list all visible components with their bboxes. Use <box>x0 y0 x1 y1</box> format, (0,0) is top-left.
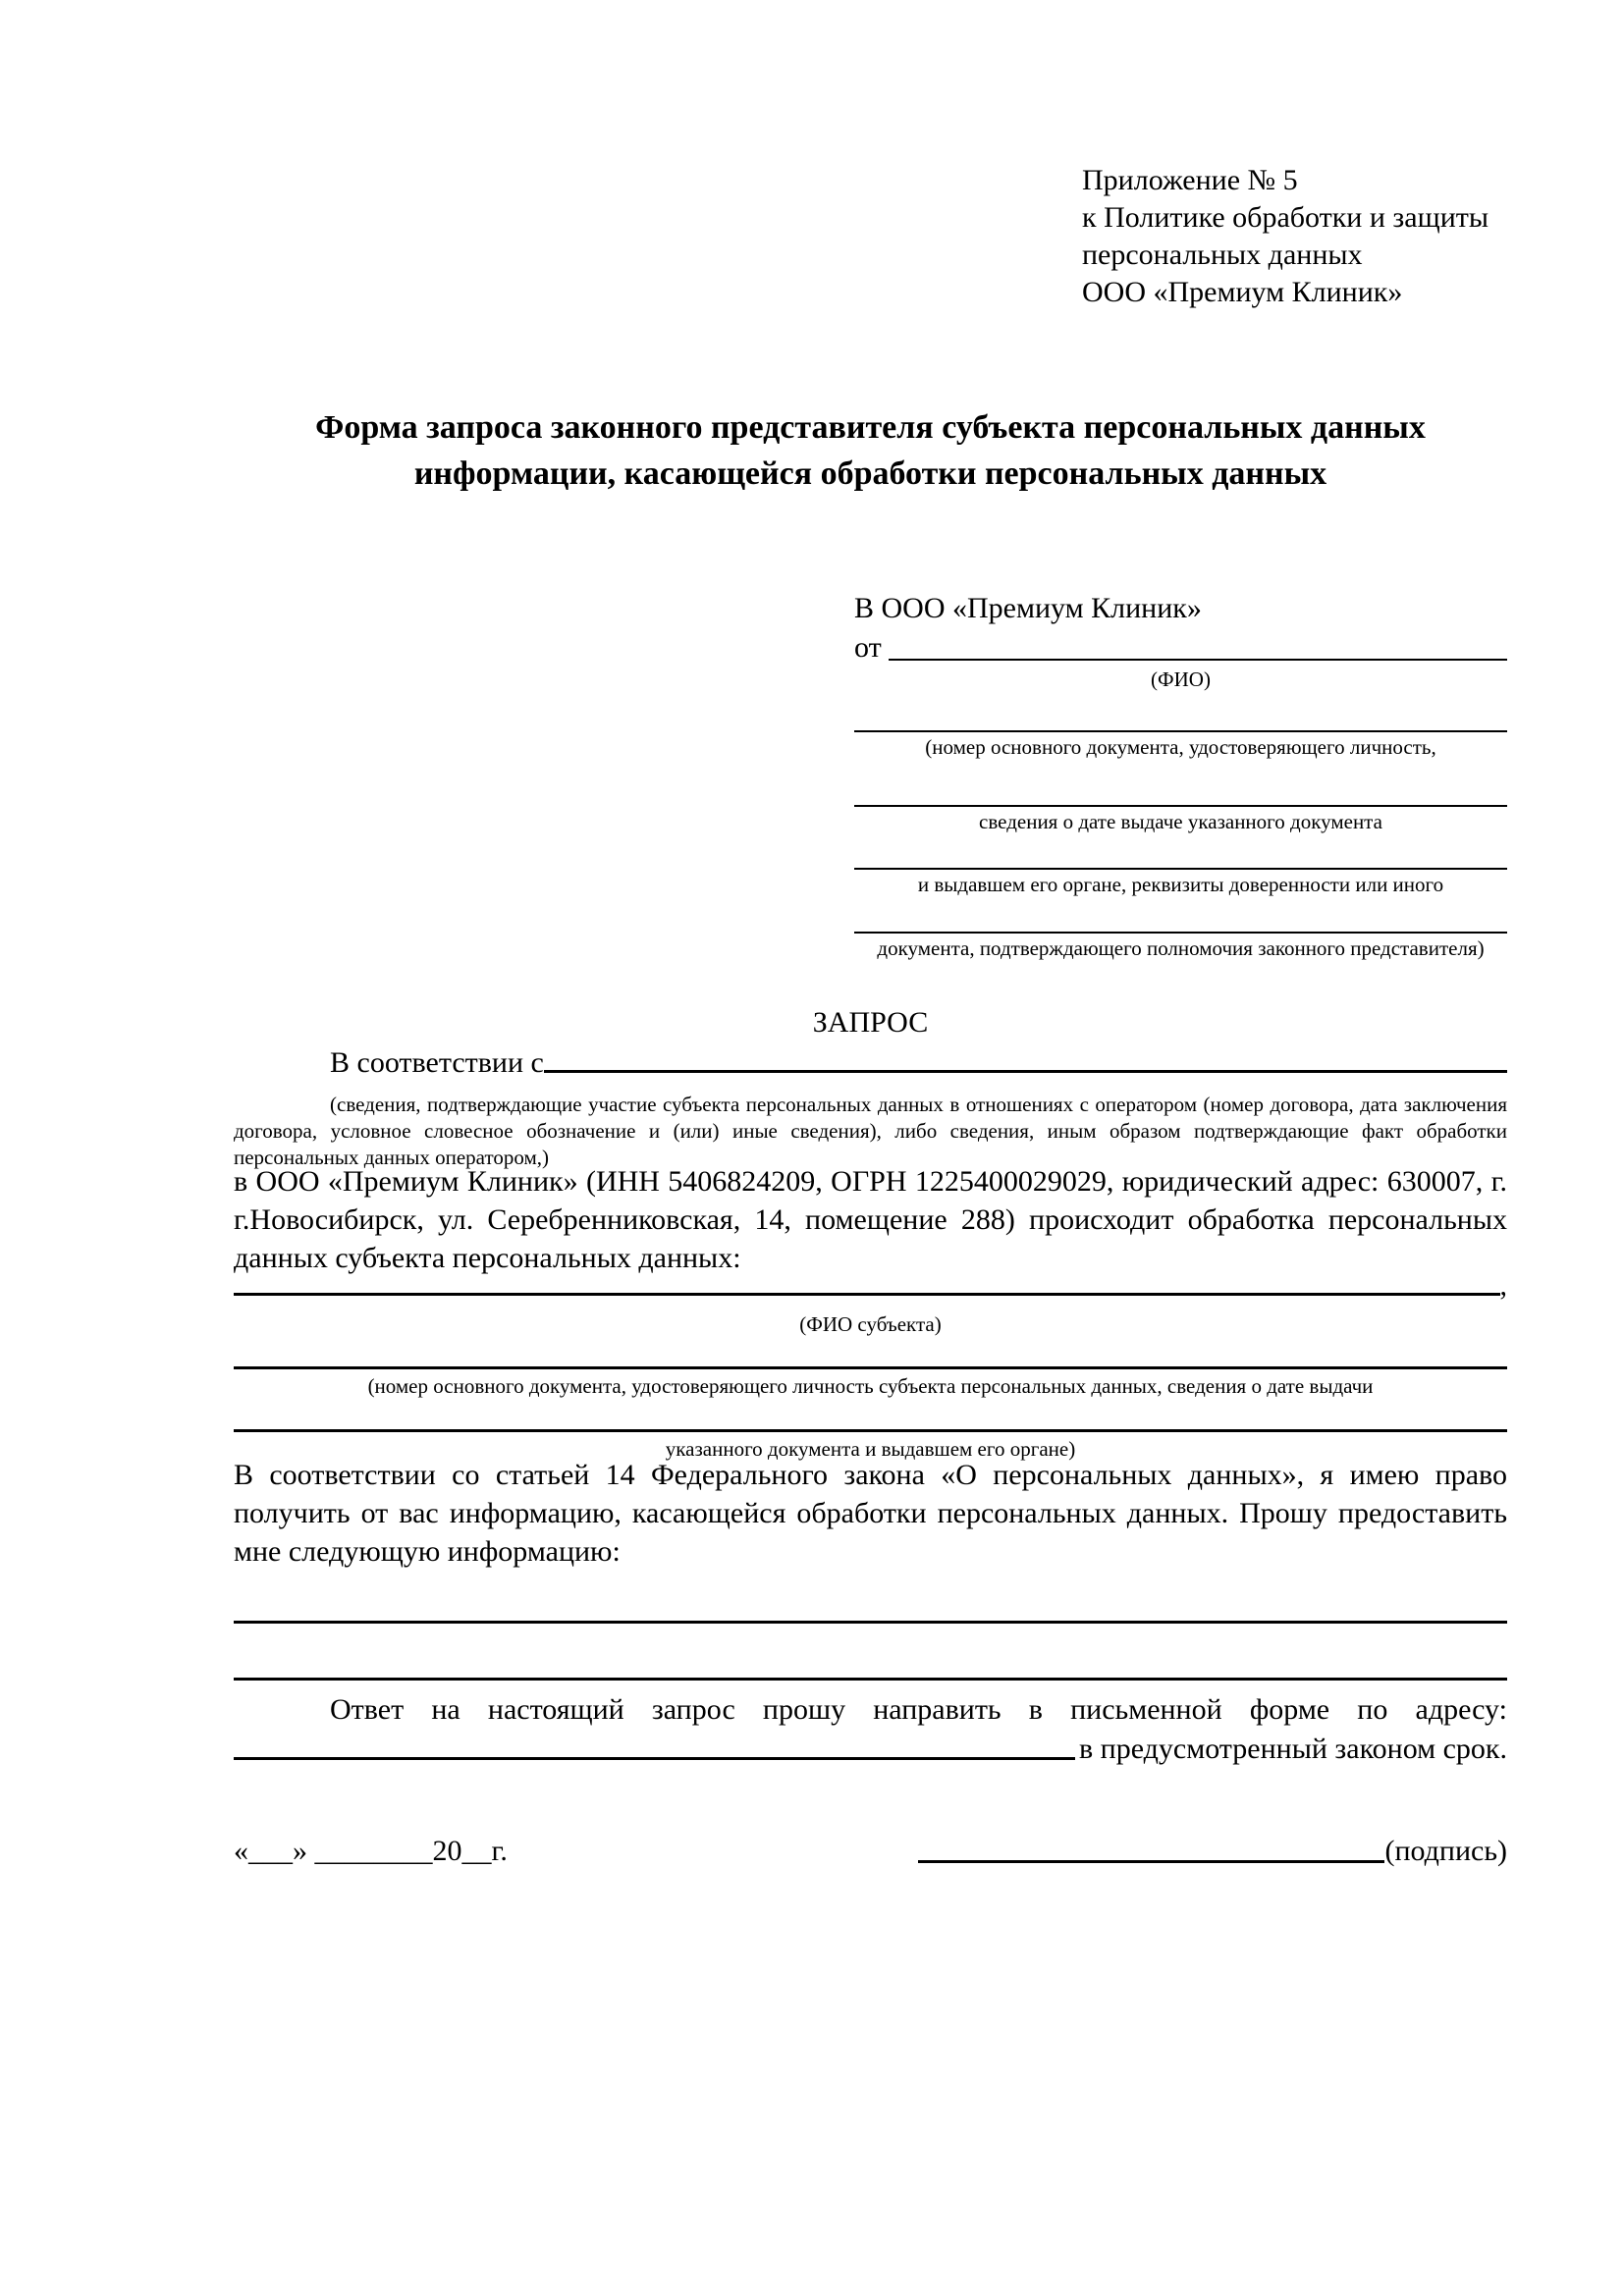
recipient-to: В ООО «Премиум Клиник» <box>854 592 1202 624</box>
subject-fio-row <box>234 1266 1507 1305</box>
info-blank-line <box>234 1621 1507 1624</box>
answer-address-row <box>234 1730 1507 1768</box>
subject-doc-caption2: указанного документа и выдавшем его органе) <box>665 1437 1076 1461</box>
answer-paragraph: Ответ на настоящий запрос прошу направить в письменной форме по адресу: <box>330 1693 1507 1726</box>
subject-fio-caption: (ФИО субъекта) <box>799 1312 942 1336</box>
recipient-block <box>854 589 1507 961</box>
from-blank-line <box>889 659 1507 661</box>
accordance-caption: (сведения, подтверждающие участие субъекта персональных данных в отношениях с оператором (номер договора, дата заключения договора, условное словесное обозначение и (или) иные сведения), либо сведения, иным образом подтверждающие факт обработки персональных данных оператором,) <box>234 1093 1507 1169</box>
date-blank: «___» ________20__г. <box>234 1835 508 1867</box>
representative-doc-field: сведения о дате выдаче указанного документа <box>854 805 1507 834</box>
appendix-line: ООО «Премиум Клиник» <box>1082 276 1403 308</box>
accordance-row <box>234 1043 1507 1082</box>
answer-tail: в предусмотренный законом срок. <box>1079 1733 1507 1765</box>
recipient-from-row <box>854 628 1507 667</box>
request-heading: ЗАПРОС <box>812 1006 929 1039</box>
fio-caption: (ФИО) <box>1151 667 1211 691</box>
signature-blank-line <box>918 1860 1384 1863</box>
from-label: от <box>854 631 882 664</box>
info-blank-line <box>234 1678 1507 1681</box>
page-title <box>234 404 1507 497</box>
appendix-line: персональных данных <box>1082 239 1363 271</box>
appendix-line: Приложение № 5 <box>1082 164 1298 196</box>
subject-doc-blank-line <box>234 1429 1507 1432</box>
representative-doc-field: документа, подтверждающего полномочия законного представителя) <box>854 932 1507 961</box>
representative-doc-field: и выдавшем его органе, реквизиты доверенности или иного <box>854 868 1507 897</box>
signature-caption: (подпись) <box>1384 1835 1507 1867</box>
page-title-line2: информации, касающейся обработки персональных данных <box>413 455 1327 492</box>
subject-line-comma: , <box>1499 1269 1507 1302</box>
subject-doc-caption1: (номер основного документа, удостоверяющего личность субъекта персональных данных, сведения о дате выдачи <box>367 1374 1374 1398</box>
signature-group <box>918 1832 1507 1870</box>
accordance-blank-line <box>544 1070 1507 1073</box>
appendix-block <box>1082 162 1524 311</box>
footer-row <box>234 1832 1507 1870</box>
appendix-line: к Политике обработки и защиты <box>1082 201 1489 234</box>
address-blank-line <box>234 1757 1075 1760</box>
law-paragraph: В соответствии со статьей 14 Федерального закона «О персональных данных», я имею право получить от вас информацию, касающейся обработки персональных данных. Прошу предоставить мне следующую информацию: <box>234 1459 1507 1568</box>
representative-doc-field: (номер основного документа, удостоверяющего личность, <box>854 730 1507 760</box>
accordance-label: В соответствии с <box>330 1046 544 1079</box>
page-title-line1: Форма запроса законного представителя субъекта персональных данных <box>315 409 1426 446</box>
operator-paragraph: в ООО «Премиум Клиник» (ИНН 5406824209, ОГРН 1225400029029, юридический адрес: 630007, г. г.Новосибирск, ул. Серебренниковская, 14, помещение 288) происходит обработка персональных данных субъекта персональных данных: <box>234 1165 1507 1274</box>
subject-doc-blank-line <box>234 1366 1507 1369</box>
subject-fio-blank-line <box>234 1293 1500 1296</box>
